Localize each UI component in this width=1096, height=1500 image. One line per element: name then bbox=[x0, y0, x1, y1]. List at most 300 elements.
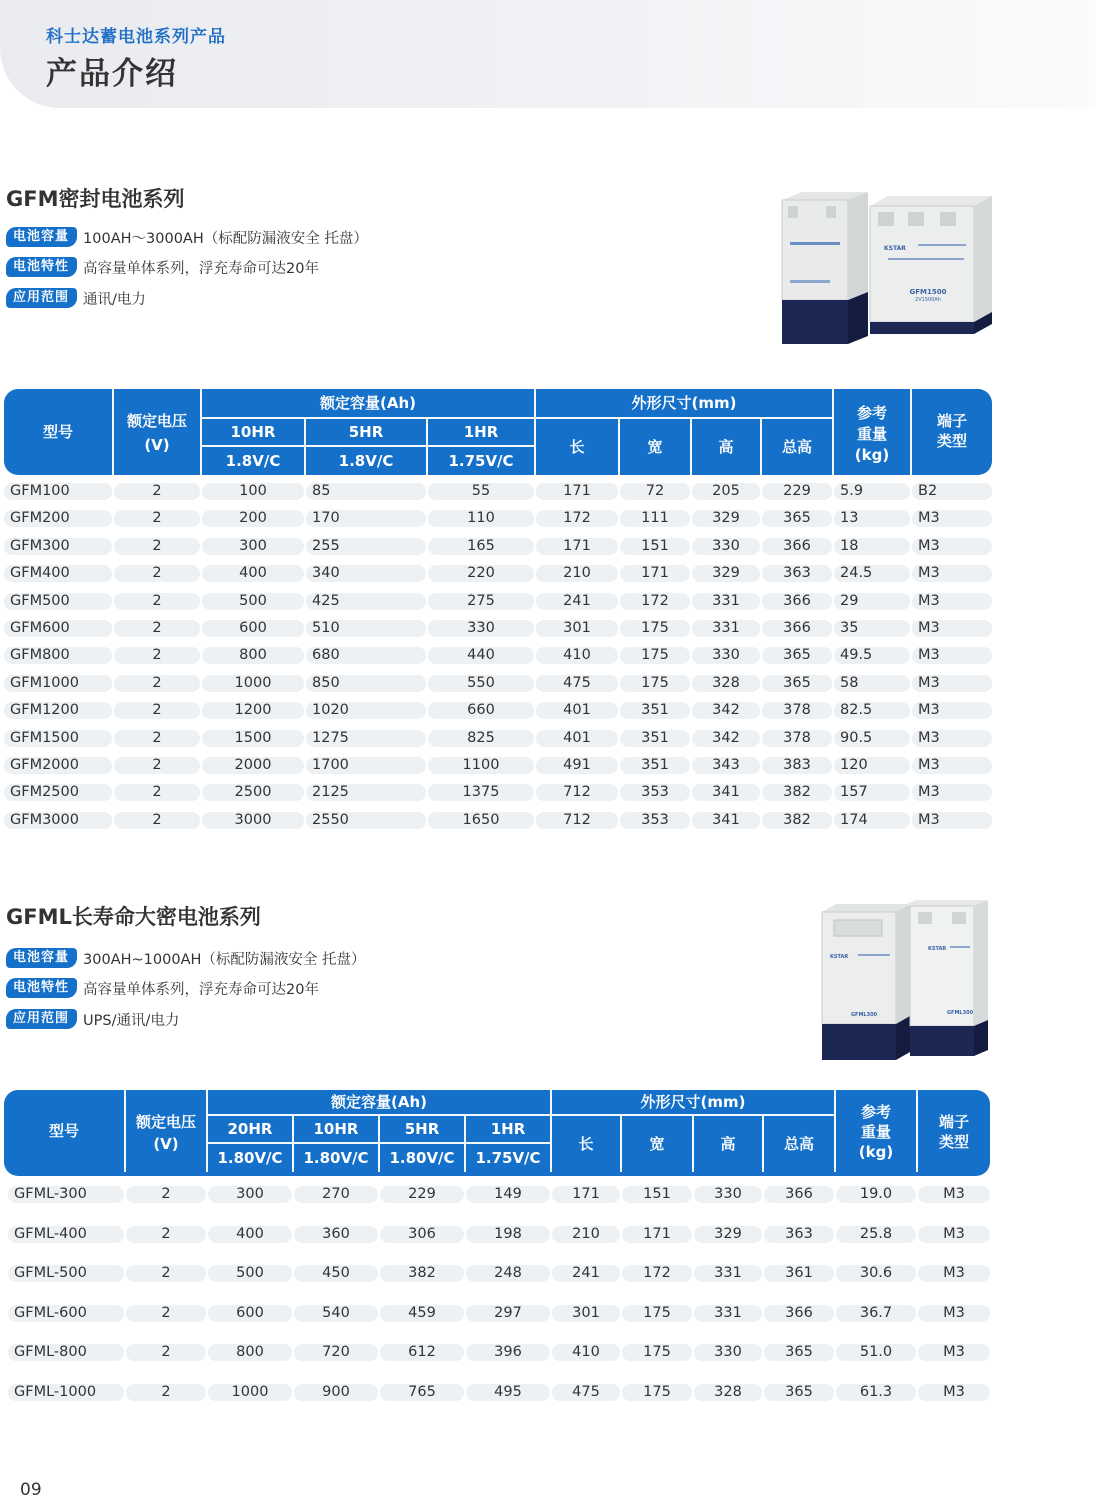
table-cell: 120 bbox=[834, 757, 910, 774]
table-cell: 172 bbox=[622, 1265, 692, 1282]
table-cell: 306 bbox=[380, 1226, 464, 1243]
gfml-section-title: GFML长寿命大密电池系列 bbox=[6, 905, 261, 929]
table-cell: 2 bbox=[114, 812, 200, 829]
table-cell: GFML-300 bbox=[8, 1186, 124, 1203]
table-cell: M3 bbox=[918, 1384, 990, 1401]
gfml-spec-capacity bbox=[6, 947, 366, 969]
table-row bbox=[4, 730, 992, 749]
table-cell: GFM1000 bbox=[4, 675, 112, 692]
table-cell: 353 bbox=[620, 812, 690, 829]
table-cell: 2 bbox=[126, 1226, 206, 1243]
table-cell: 331 bbox=[694, 1305, 762, 1322]
table-cell: GFML-600 bbox=[8, 1305, 124, 1322]
table-cell: M3 bbox=[912, 538, 992, 555]
table-cell: 612 bbox=[380, 1344, 464, 1361]
header-subtitle: 科士达蓄电池系列产品 bbox=[46, 27, 226, 47]
th-terminal: 端子 bbox=[938, 1112, 969, 1131]
gfml-image-brand-front: KSTAR bbox=[830, 954, 849, 960]
table-row bbox=[4, 757, 992, 776]
table-cell: GFM100 bbox=[4, 483, 112, 500]
table-cell: 500 bbox=[208, 1265, 292, 1282]
table-cell: 229 bbox=[380, 1186, 464, 1203]
table-row bbox=[4, 1226, 990, 1245]
table-cell: 24.5 bbox=[834, 565, 910, 582]
table-cell: 360 bbox=[294, 1226, 378, 1243]
gfml-spec-application bbox=[6, 1008, 179, 1030]
gfml-image-model-front: GFML300 bbox=[850, 1012, 878, 1018]
table-cell: 378 bbox=[762, 730, 832, 747]
table-cell: B2 bbox=[912, 483, 992, 500]
table-cell: 331 bbox=[692, 620, 760, 637]
table-row bbox=[4, 675, 992, 694]
table-cell: 172 bbox=[536, 510, 618, 527]
th-rate-1hr: 1HR bbox=[463, 422, 499, 441]
table-cell: M3 bbox=[918, 1226, 990, 1243]
table-cell: 210 bbox=[536, 565, 618, 582]
table-cell: GFM300 bbox=[4, 538, 112, 555]
spec-text: 100AH～3000AH（标配防漏液安全 托盘） bbox=[83, 230, 368, 247]
table-cell: 175 bbox=[622, 1305, 692, 1322]
table-cell: 1000 bbox=[208, 1384, 292, 1401]
table-cell: 382 bbox=[762, 812, 832, 829]
spec-tag: 电池容量 bbox=[6, 948, 77, 968]
gfm-section-title: GFM密封电池系列 bbox=[6, 187, 185, 211]
table-cell: 3000 bbox=[202, 812, 304, 829]
table-cell: 1000 bbox=[202, 675, 304, 692]
table-cell: 13 bbox=[834, 510, 910, 527]
table-cell: 205 bbox=[692, 483, 760, 500]
th-capacity: 额定容量(Ah) bbox=[320, 393, 416, 412]
table-row bbox=[4, 1344, 990, 1363]
table-cell: 330 bbox=[428, 620, 534, 637]
table-cell: 410 bbox=[552, 1344, 620, 1361]
table-row bbox=[4, 1384, 990, 1403]
table-cell: 378 bbox=[762, 702, 832, 719]
table-cell: 36.7 bbox=[836, 1305, 916, 1322]
table-cell: M3 bbox=[912, 593, 992, 610]
gfm-battery-image bbox=[778, 188, 996, 348]
th-cut-1: 1.80V/C bbox=[303, 1148, 369, 1167]
th-height: 高 bbox=[718, 437, 734, 456]
table-cell: 229 bbox=[762, 483, 832, 500]
table-cell: 241 bbox=[552, 1265, 620, 1282]
th-weight-unit: (kg) bbox=[858, 1142, 894, 1161]
table-cell: 301 bbox=[552, 1305, 620, 1322]
table-cell: 2 bbox=[126, 1305, 206, 1322]
table-cell: 341 bbox=[692, 812, 760, 829]
table-cell: 365 bbox=[762, 647, 832, 664]
table-cell: 85 bbox=[306, 483, 426, 500]
table-cell: 72 bbox=[620, 483, 690, 500]
th-dimensions: 外形尺寸(mm) bbox=[640, 1092, 746, 1111]
gfm-spec-capacity bbox=[6, 226, 368, 248]
table-row bbox=[4, 565, 992, 584]
table-cell: GFM2000 bbox=[4, 757, 112, 774]
table-row bbox=[4, 510, 992, 529]
table-cell: 366 bbox=[762, 538, 832, 555]
table-cell: 171 bbox=[536, 538, 618, 555]
table-cell: 330 bbox=[692, 647, 760, 664]
table-cell: 2 bbox=[114, 757, 200, 774]
table-row bbox=[4, 784, 992, 803]
table-row bbox=[4, 538, 992, 557]
th-cut-2: 1.80V/C bbox=[389, 1148, 455, 1167]
table-cell: 2 bbox=[114, 784, 200, 801]
table-cell: 111 bbox=[620, 510, 690, 527]
table-cell: 800 bbox=[202, 647, 304, 664]
table-row bbox=[4, 702, 992, 721]
table-cell: 330 bbox=[692, 538, 760, 555]
table-cell: 459 bbox=[380, 1305, 464, 1322]
table-row bbox=[4, 647, 992, 666]
table-cell: 2 bbox=[114, 647, 200, 664]
table-cell: 1275 bbox=[306, 730, 426, 747]
table-cell: M3 bbox=[912, 510, 992, 527]
table-cell: 440 bbox=[428, 647, 534, 664]
gfm-spec-application bbox=[6, 287, 146, 309]
table-cell: 35 bbox=[834, 620, 910, 637]
table-cell: 2 bbox=[114, 510, 200, 527]
table-cell: 2 bbox=[114, 538, 200, 555]
table-cell: M3 bbox=[918, 1265, 990, 1282]
table-cell: M3 bbox=[912, 784, 992, 801]
th-voltage: 额定电压 bbox=[135, 1112, 196, 1131]
table-cell: GFM3000 bbox=[4, 812, 112, 829]
table-cell: 1020 bbox=[306, 702, 426, 719]
table-cell: 175 bbox=[620, 620, 690, 637]
th-weight-unit: (kg) bbox=[854, 445, 890, 464]
page-number: 09 bbox=[20, 1480, 42, 1500]
table-cell: 328 bbox=[692, 675, 760, 692]
table-cell: M3 bbox=[912, 702, 992, 719]
th-rate-10hr: 10HR bbox=[313, 1119, 359, 1138]
table-cell: 365 bbox=[764, 1344, 834, 1361]
th-weight: 参考 bbox=[860, 1102, 891, 1121]
table-cell: M3 bbox=[912, 620, 992, 637]
table-cell: 765 bbox=[380, 1384, 464, 1401]
spec-text: 通讯/电力 bbox=[83, 291, 146, 308]
table-cell: 2 bbox=[114, 620, 200, 637]
gfml-image-brand-back: KSTAR bbox=[928, 946, 947, 952]
th-height: 高 bbox=[720, 1134, 736, 1153]
table-cell: 2 bbox=[114, 565, 200, 582]
table-cell: 151 bbox=[620, 538, 690, 555]
table-cell: GFM400 bbox=[4, 565, 112, 582]
table-cell: 58 bbox=[834, 675, 910, 692]
gfm-image-model: GFM1500 bbox=[909, 288, 947, 296]
th-cut-2: 1.8V/C bbox=[338, 451, 394, 470]
th-cut-3: 1.75V/C bbox=[448, 451, 514, 470]
table-cell: 2500 bbox=[202, 784, 304, 801]
table-cell: GFM2500 bbox=[4, 784, 112, 801]
table-cell: 61.3 bbox=[836, 1384, 916, 1401]
table-cell: 1650 bbox=[428, 812, 534, 829]
table-cell: 1100 bbox=[428, 757, 534, 774]
table-cell: 1200 bbox=[202, 702, 304, 719]
table-cell: 2 bbox=[126, 1265, 206, 1282]
th-width: 宽 bbox=[649, 1134, 665, 1153]
table-cell: 328 bbox=[694, 1384, 762, 1401]
table-cell: 660 bbox=[428, 702, 534, 719]
th-voltage: 额定电压 bbox=[126, 411, 187, 430]
table-cell: M3 bbox=[912, 675, 992, 692]
table-cell: 301 bbox=[536, 620, 618, 637]
gfml-spec-feature bbox=[6, 977, 319, 999]
table-cell: 401 bbox=[536, 702, 618, 719]
table-cell: M3 bbox=[918, 1344, 990, 1361]
table-cell: 365 bbox=[764, 1384, 834, 1401]
th-length: 长 bbox=[569, 437, 585, 456]
table-cell: 82.5 bbox=[834, 702, 910, 719]
table-row bbox=[4, 1186, 990, 1205]
table-cell: 25.8 bbox=[836, 1226, 916, 1243]
gfm-spec-feature bbox=[6, 256, 319, 278]
table-cell: 2 bbox=[126, 1186, 206, 1203]
table-cell: 475 bbox=[536, 675, 618, 692]
spec-text: UPS/通讯/电力 bbox=[83, 1012, 180, 1029]
th-length: 长 bbox=[578, 1134, 594, 1153]
table-cell: 220 bbox=[428, 565, 534, 582]
table-cell: 680 bbox=[306, 647, 426, 664]
table-cell: 300 bbox=[202, 538, 304, 555]
table-cell: 363 bbox=[764, 1226, 834, 1243]
table-cell: 2 bbox=[114, 702, 200, 719]
th-rate-20hr: 20HR bbox=[227, 1119, 273, 1138]
table-row bbox=[4, 812, 992, 831]
table-cell: GFM600 bbox=[4, 620, 112, 637]
table-cell: 165 bbox=[428, 538, 534, 555]
table-cell: 49.5 bbox=[834, 647, 910, 664]
table-cell: 712 bbox=[536, 812, 618, 829]
th-rate-5hr: 5HR bbox=[348, 422, 384, 441]
table-cell: 270 bbox=[294, 1186, 378, 1203]
table-cell: M3 bbox=[912, 730, 992, 747]
table-cell: M3 bbox=[918, 1305, 990, 1322]
table-cell: 351 bbox=[620, 757, 690, 774]
table-cell: 342 bbox=[692, 702, 760, 719]
table-cell: M3 bbox=[912, 647, 992, 664]
table-cell: 351 bbox=[620, 702, 690, 719]
table-cell: 171 bbox=[536, 483, 618, 500]
th-weight-2: 重量 bbox=[860, 1122, 891, 1141]
table-cell: 1375 bbox=[428, 784, 534, 801]
table-cell: 400 bbox=[208, 1226, 292, 1243]
table-cell: M3 bbox=[912, 565, 992, 582]
table-cell: 100 bbox=[202, 483, 304, 500]
th-rate-1hr: 1HR bbox=[490, 1119, 526, 1138]
table-cell: 175 bbox=[622, 1384, 692, 1401]
table-cell: 5.9 bbox=[834, 483, 910, 500]
table-cell: 170 bbox=[306, 510, 426, 527]
th-model: 型号 bbox=[42, 422, 73, 441]
table-cell: 600 bbox=[202, 620, 304, 637]
table-cell: 329 bbox=[692, 510, 760, 527]
table-cell: 850 bbox=[306, 675, 426, 692]
table-cell: M3 bbox=[912, 757, 992, 774]
th-cut-1: 1.8V/C bbox=[225, 451, 281, 470]
gfm-table-header bbox=[4, 389, 992, 475]
table-cell: GFML-1000 bbox=[8, 1384, 124, 1401]
spec-text: 300AH~1000AH（标配防漏液安全 托盘） bbox=[83, 951, 366, 968]
gfm-image-spec: 2V1500Ah bbox=[915, 297, 941, 303]
table-cell: 172 bbox=[620, 593, 690, 610]
table-cell: 410 bbox=[536, 647, 618, 664]
gfm-image-brand: KSTAR bbox=[884, 245, 906, 252]
th-width: 宽 bbox=[647, 437, 663, 456]
table-cell: 149 bbox=[466, 1186, 550, 1203]
table-cell: 365 bbox=[762, 675, 832, 692]
table-cell: 90.5 bbox=[834, 730, 910, 747]
spec-tag: 电池特性 bbox=[6, 257, 77, 277]
table-cell: 550 bbox=[428, 675, 534, 692]
table-cell: 1700 bbox=[306, 757, 426, 774]
table-row bbox=[4, 1305, 990, 1324]
table-cell: 340 bbox=[306, 565, 426, 582]
table-cell: 255 bbox=[306, 538, 426, 555]
table-cell: 330 bbox=[694, 1186, 762, 1203]
table-cell: 2 bbox=[114, 730, 200, 747]
table-cell: 110 bbox=[428, 510, 534, 527]
table-cell: 500 bbox=[202, 593, 304, 610]
table-cell: 382 bbox=[762, 784, 832, 801]
table-cell: 331 bbox=[692, 593, 760, 610]
table-cell: 363 bbox=[762, 565, 832, 582]
gfml-battery-image bbox=[818, 898, 990, 1066]
table-cell: GFML-500 bbox=[8, 1265, 124, 1282]
table-cell: 171 bbox=[622, 1226, 692, 1243]
table-cell: 450 bbox=[294, 1265, 378, 1282]
table-cell: 491 bbox=[536, 757, 618, 774]
table-cell: 329 bbox=[692, 565, 760, 582]
table-cell: 331 bbox=[694, 1265, 762, 1282]
table-cell: 495 bbox=[466, 1384, 550, 1401]
table-cell: 175 bbox=[620, 675, 690, 692]
th-terminal: 端子 bbox=[936, 411, 967, 430]
table-cell: 383 bbox=[762, 757, 832, 774]
th-cut-0: 1.80V/C bbox=[217, 1148, 283, 1167]
table-cell: 351 bbox=[620, 730, 690, 747]
table-cell: 171 bbox=[620, 565, 690, 582]
spec-tag: 电池容量 bbox=[6, 227, 77, 247]
table-cell: 297 bbox=[466, 1305, 550, 1322]
table-row bbox=[4, 1265, 990, 1284]
table-cell: 800 bbox=[208, 1344, 292, 1361]
table-cell: GFM800 bbox=[4, 647, 112, 664]
table-cell: M3 bbox=[912, 812, 992, 829]
table-cell: 382 bbox=[380, 1265, 464, 1282]
table-cell: 29 bbox=[834, 593, 910, 610]
table-cell: 2550 bbox=[306, 812, 426, 829]
table-cell: 157 bbox=[834, 784, 910, 801]
th-weight: 参考 bbox=[856, 403, 887, 422]
table-cell: 712 bbox=[536, 784, 618, 801]
table-cell: 241 bbox=[536, 593, 618, 610]
table-cell: 200 bbox=[202, 510, 304, 527]
table-cell: 171 bbox=[552, 1186, 620, 1203]
table-cell: 248 bbox=[466, 1265, 550, 1282]
table-cell: 365 bbox=[762, 510, 832, 527]
spec-text: 高容量单体系列，浮充寿命可达20年 bbox=[83, 260, 319, 277]
table-row bbox=[4, 593, 992, 612]
th-total-height: 总高 bbox=[781, 437, 812, 456]
table-cell: 2 bbox=[126, 1344, 206, 1361]
table-cell: 540 bbox=[294, 1305, 378, 1322]
th-dimensions: 外形尺寸(mm) bbox=[631, 393, 737, 412]
table-cell: 2 bbox=[114, 675, 200, 692]
th-model: 型号 bbox=[48, 1121, 79, 1140]
table-cell: 19.0 bbox=[836, 1186, 916, 1203]
table-row bbox=[4, 483, 992, 502]
th-rate-5hr: 5HR bbox=[404, 1119, 440, 1138]
table-cell: 475 bbox=[552, 1384, 620, 1401]
gfml-image-model-back: GFML300 bbox=[946, 1010, 974, 1016]
gfml-table-header bbox=[4, 1090, 990, 1176]
table-cell: 210 bbox=[552, 1226, 620, 1243]
table-cell: 401 bbox=[536, 730, 618, 747]
table-cell: 2 bbox=[114, 593, 200, 610]
table-cell: 55 bbox=[428, 483, 534, 500]
table-cell: GFM200 bbox=[4, 510, 112, 527]
table-cell: 175 bbox=[622, 1344, 692, 1361]
th-rate-10hr: 10HR bbox=[230, 422, 276, 441]
table-cell: 342 bbox=[692, 730, 760, 747]
table-cell: GFML-800 bbox=[8, 1344, 124, 1361]
table-cell: 366 bbox=[762, 620, 832, 637]
table-cell: 361 bbox=[764, 1265, 834, 1282]
th-cut-3: 1.75V/C bbox=[475, 1148, 541, 1167]
table-cell: 330 bbox=[694, 1344, 762, 1361]
table-cell: GFM1500 bbox=[4, 730, 112, 747]
table-cell: 600 bbox=[208, 1305, 292, 1322]
table-cell: GFML-400 bbox=[8, 1226, 124, 1243]
table-cell: M3 bbox=[918, 1186, 990, 1203]
table-cell: 198 bbox=[466, 1226, 550, 1243]
table-cell: 1500 bbox=[202, 730, 304, 747]
header-title: 产品介绍 bbox=[46, 56, 178, 92]
table-cell: 343 bbox=[692, 757, 760, 774]
table-cell: GFM1200 bbox=[4, 702, 112, 719]
table-cell: 900 bbox=[294, 1384, 378, 1401]
table-cell: 366 bbox=[764, 1305, 834, 1322]
table-cell: 300 bbox=[208, 1186, 292, 1203]
table-cell: 366 bbox=[764, 1186, 834, 1203]
table-cell: GFM500 bbox=[4, 593, 112, 610]
table-cell: 825 bbox=[428, 730, 534, 747]
table-cell: 275 bbox=[428, 593, 534, 610]
table-cell: 30.6 bbox=[836, 1265, 916, 1282]
table-cell: 18 bbox=[834, 538, 910, 555]
table-cell: 151 bbox=[622, 1186, 692, 1203]
th-capacity: 额定容量(Ah) bbox=[331, 1092, 427, 1111]
th-weight-2: 重量 bbox=[856, 424, 887, 443]
th-terminal-2: 类型 bbox=[936, 431, 967, 450]
th-voltage-unit: (V) bbox=[144, 435, 170, 454]
table-cell: 175 bbox=[620, 647, 690, 664]
spec-tag: 电池特性 bbox=[6, 978, 77, 998]
table-cell: 2 bbox=[114, 483, 200, 500]
spec-text: 高容量单体系列，浮充寿命可达20年 bbox=[83, 981, 319, 998]
table-cell: 366 bbox=[762, 593, 832, 610]
table-cell: 720 bbox=[294, 1344, 378, 1361]
table-cell: 425 bbox=[306, 593, 426, 610]
table-cell: 396 bbox=[466, 1344, 550, 1361]
table-cell: 2 bbox=[126, 1384, 206, 1401]
table-cell: 341 bbox=[692, 784, 760, 801]
table-row bbox=[4, 620, 992, 639]
th-terminal-2: 类型 bbox=[938, 1132, 969, 1151]
table-cell: 2125 bbox=[306, 784, 426, 801]
table-cell: 174 bbox=[834, 812, 910, 829]
